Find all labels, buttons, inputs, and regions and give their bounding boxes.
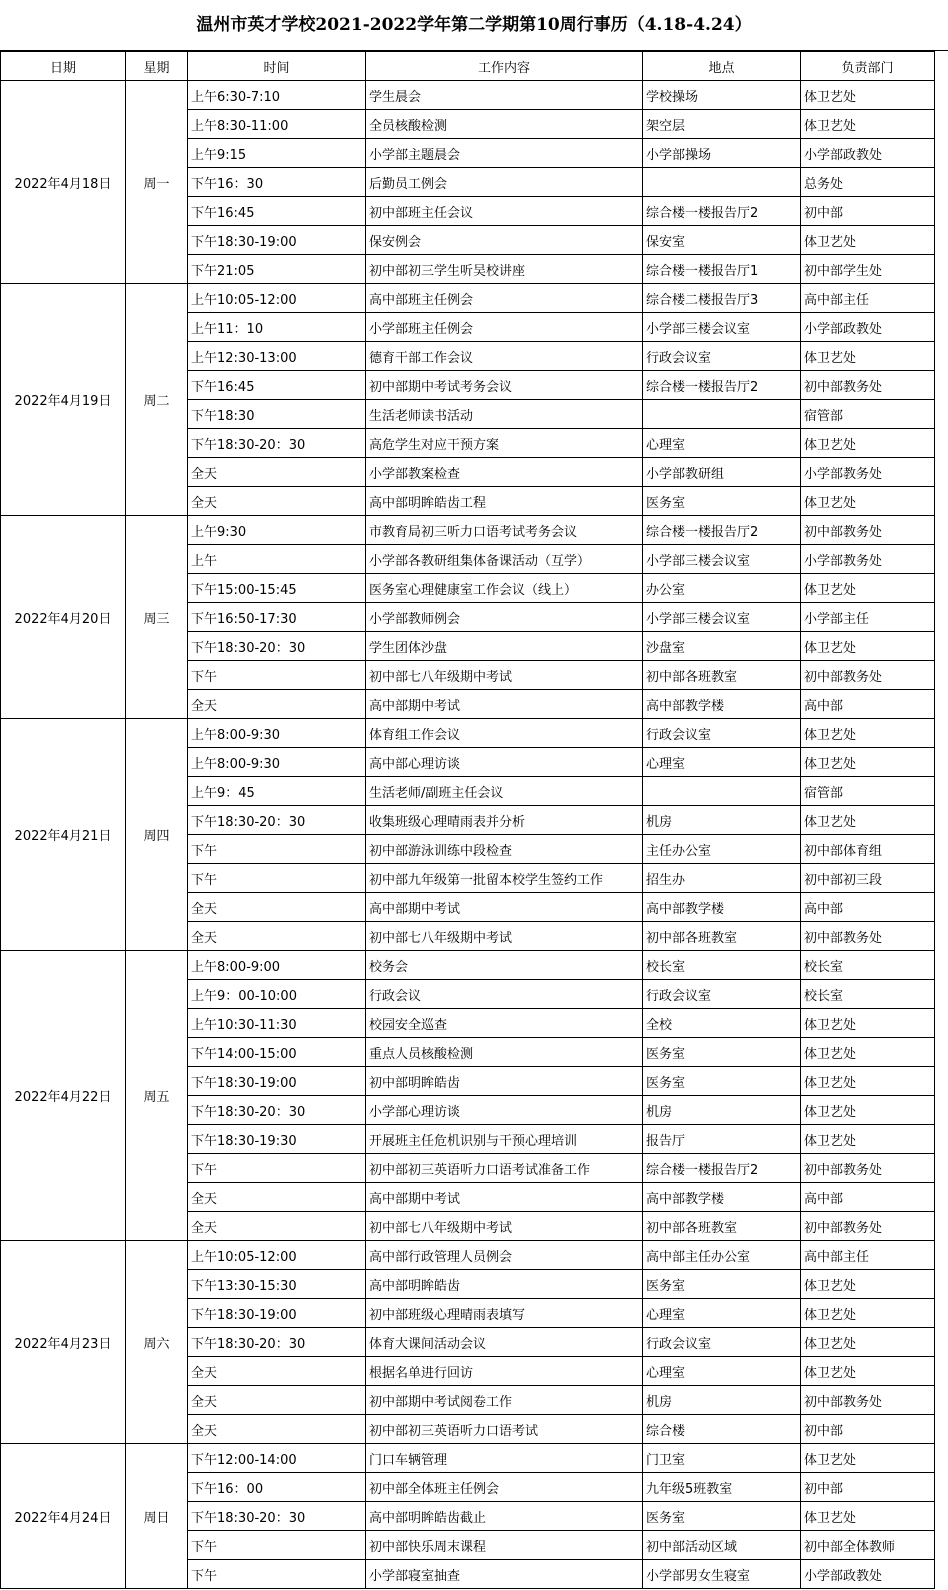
schedule-table [0, 51, 935, 1589]
time-cell: 全天 [188, 922, 366, 951]
dept-cell: 小学部政教处 [801, 139, 935, 168]
time-cell: 下午 [188, 835, 366, 864]
header-date: 日期 [1, 52, 126, 81]
place-cell [643, 777, 801, 806]
time-cell: 全天 [188, 1357, 366, 1386]
dept-cell: 初中部学生处 [801, 255, 935, 284]
dept-cell: 体卫艺处 [801, 487, 935, 516]
dept-cell: 体卫艺处 [801, 806, 935, 835]
place-cell: 初中部活动区域 [643, 1531, 801, 1560]
content-cell: 全员核酸检测 [366, 110, 643, 139]
place-cell: 综合楼一楼报告厅2 [643, 516, 801, 545]
time-cell: 下午21:05 [188, 255, 366, 284]
place-cell [643, 168, 801, 197]
place-cell: 综合楼 [643, 1415, 801, 1444]
table-row [1, 719, 935, 748]
dept-cell: 初中部教务处 [801, 516, 935, 545]
place-cell: 综合楼一楼报告厅2 [643, 371, 801, 400]
time-cell: 上午12:30-13:00 [188, 342, 366, 371]
content-cell: 德育干部工作会议 [366, 342, 643, 371]
content-cell: 初中部明眸皓齿 [366, 1067, 643, 1096]
weekday-cell: 周四 [126, 719, 188, 951]
content-cell: 开展班主任危机识别与干预心理培训 [366, 1125, 643, 1154]
content-cell: 体育大课间活动会议 [366, 1328, 643, 1357]
dept-cell: 体卫艺处 [801, 342, 935, 371]
content-cell: 收集班级心理晴雨表并分析 [366, 806, 643, 835]
table-header [1, 52, 935, 81]
place-cell: 校长室 [643, 951, 801, 980]
time-cell: 上午11：10 [188, 313, 366, 342]
dept-cell: 高中部 [801, 893, 935, 922]
place-cell: 心理室 [643, 1299, 801, 1328]
time-cell: 下午18:30-19:00 [188, 1299, 366, 1328]
place-cell: 高中部主任办公室 [643, 1241, 801, 1270]
place-cell: 招生办 [643, 864, 801, 893]
time-cell: 下午 [188, 661, 366, 690]
content-cell: 初中部七八年级期中考试 [366, 661, 643, 690]
place-cell: 心理室 [643, 429, 801, 458]
weekday-cell: 周日 [126, 1444, 188, 1589]
content-cell: 生活老师/副班主任会议 [366, 777, 643, 806]
dept-cell: 高中部 [801, 690, 935, 719]
date-cell: 2022年4月23日 [1, 1241, 126, 1444]
dept-cell: 高中部主任 [801, 1241, 935, 1270]
place-cell: 主任办公室 [643, 835, 801, 864]
dept-cell: 初中部初三段 [801, 864, 935, 893]
time-cell: 上午8:00-9:30 [188, 748, 366, 777]
time-cell: 下午 [188, 1560, 366, 1589]
content-cell: 高中部行政管理人员例会 [366, 1241, 643, 1270]
content-cell: 学生团体沙盘 [366, 632, 643, 661]
time-cell: 下午18:30-20：30 [188, 1502, 366, 1531]
place-cell: 全校 [643, 1009, 801, 1038]
dept-cell: 小学部政教处 [801, 313, 935, 342]
dept-cell: 高中部 [801, 1183, 935, 1212]
dept-cell: 初中部教务处 [801, 922, 935, 951]
content-cell: 根据名单进行回访 [366, 1357, 643, 1386]
place-cell: 医务室 [643, 1038, 801, 1067]
dept-cell: 体卫艺处 [801, 719, 935, 748]
date-cell: 2022年4月24日 [1, 1444, 126, 1589]
date-cell: 2022年4月22日 [1, 951, 126, 1241]
weekday-cell: 周五 [126, 951, 188, 1241]
content-cell: 小学部寝室抽查 [366, 1560, 643, 1589]
table-row [1, 951, 935, 980]
content-cell: 初中部期中考试考务会议 [366, 371, 643, 400]
content-cell: 初中部初三英语听力口语考试准备工作 [366, 1154, 643, 1183]
weekday-cell: 周二 [126, 284, 188, 516]
dept-cell: 初中部教务处 [801, 1212, 935, 1241]
time-cell: 全天 [188, 1183, 366, 1212]
place-cell: 医务室 [643, 1502, 801, 1531]
dept-cell: 高中部主任 [801, 284, 935, 313]
time-cell: 下午16：30 [188, 168, 366, 197]
content-cell: 保安例会 [366, 226, 643, 255]
dept-cell: 体卫艺处 [801, 632, 935, 661]
content-cell: 医务室心理健康室工作会议（线上） [366, 574, 643, 603]
content-cell: 初中部初三学生听吴校讲座 [366, 255, 643, 284]
time-cell: 上午8:00-9:00 [188, 951, 366, 980]
place-cell: 医务室 [643, 1270, 801, 1299]
dept-cell: 体卫艺处 [801, 1444, 935, 1473]
time-cell: 全天 [188, 458, 366, 487]
place-cell: 综合楼二楼报告厅3 [643, 284, 801, 313]
header-dept: 负责部门 [801, 52, 935, 81]
place-cell: 行政会议室 [643, 719, 801, 748]
dept-cell: 总务处 [801, 168, 935, 197]
dept-cell: 校长室 [801, 980, 935, 1009]
time-cell: 下午16:45 [188, 197, 366, 226]
weekday-cell: 周三 [126, 516, 188, 719]
place-cell: 机房 [643, 806, 801, 835]
dept-cell: 初中部教务处 [801, 661, 935, 690]
dept-cell: 小学部主任 [801, 603, 935, 632]
content-cell: 高中部明眸皓齿 [366, 1270, 643, 1299]
place-cell: 行政会议室 [643, 980, 801, 1009]
place-cell: 架空层 [643, 110, 801, 139]
time-cell: 上午10:05-12:00 [188, 1241, 366, 1270]
dept-cell: 体卫艺处 [801, 429, 935, 458]
dept-cell: 校长室 [801, 951, 935, 980]
time-cell: 下午18:30-20：30 [188, 632, 366, 661]
time-cell: 上午9：45 [188, 777, 366, 806]
content-cell: 行政会议 [366, 980, 643, 1009]
place-cell: 门卫室 [643, 1444, 801, 1473]
place-cell: 小学部三楼会议室 [643, 545, 801, 574]
dept-cell: 初中部 [801, 197, 935, 226]
content-cell: 学生晨会 [366, 81, 643, 110]
time-cell: 下午18:30 [188, 400, 366, 429]
place-cell: 学校操场 [643, 81, 801, 110]
content-cell: 初中部期中考试阅卷工作 [366, 1386, 643, 1415]
place-cell [643, 400, 801, 429]
place-cell: 高中部教学楼 [643, 893, 801, 922]
dept-cell: 体卫艺处 [801, 110, 935, 139]
header-time: 时间 [188, 52, 366, 81]
place-cell: 高中部教学楼 [643, 690, 801, 719]
time-cell: 上午9:15 [188, 139, 366, 168]
dept-cell: 宿管部 [801, 400, 935, 429]
dept-cell: 初中部教务处 [801, 1154, 935, 1183]
dept-cell: 体卫艺处 [801, 1096, 935, 1125]
dept-cell: 体卫艺处 [801, 1299, 935, 1328]
place-cell: 报告厅 [643, 1125, 801, 1154]
content-cell: 小学部班主任例会 [366, 313, 643, 342]
content-cell: 小学部教师例会 [366, 603, 643, 632]
time-cell: 下午16:50-17:30 [188, 603, 366, 632]
dept-cell: 体卫艺处 [801, 1125, 935, 1154]
weekday-cell: 周一 [126, 81, 188, 284]
time-cell: 上午9：00-10:00 [188, 980, 366, 1009]
time-cell: 下午16：00 [188, 1473, 366, 1502]
dept-cell: 初中部 [801, 1473, 935, 1502]
content-cell: 初中部快乐周末课程 [366, 1531, 643, 1560]
page-title: 温州市英才学校2021-2022学年第二学期第10周行事历（4.18-4.24） [0, 0, 948, 51]
time-cell: 全天 [188, 690, 366, 719]
content-cell: 初中部班级心理晴雨表填写 [366, 1299, 643, 1328]
time-cell: 上午10:05-12:00 [188, 284, 366, 313]
time-cell: 上午10:30-11:30 [188, 1009, 366, 1038]
time-cell: 下午18:30-20：30 [188, 1096, 366, 1125]
header-row [1, 52, 935, 81]
date-cell: 2022年4月18日 [1, 81, 126, 284]
content-cell: 校务会 [366, 951, 643, 980]
table-row [1, 1241, 935, 1270]
content-cell: 初中部七八年级期中考试 [366, 1212, 643, 1241]
time-cell: 下午18:30-20：30 [188, 1328, 366, 1357]
content-cell: 小学部各教研组集体备课活动（互学） [366, 545, 643, 574]
header-place: 地点 [643, 52, 801, 81]
time-cell: 下午16:45 [188, 371, 366, 400]
dept-cell: 体卫艺处 [801, 226, 935, 255]
place-cell: 初中部各班教室 [643, 661, 801, 690]
place-cell: 综合楼一楼报告厅1 [643, 255, 801, 284]
time-cell: 上午6:30-7:10 [188, 81, 366, 110]
content-cell: 高中部期中考试 [366, 893, 643, 922]
dept-cell: 体卫艺处 [801, 1038, 935, 1067]
content-cell: 初中部七八年级期中考试 [366, 922, 643, 951]
place-cell: 小学部三楼会议室 [643, 313, 801, 342]
content-cell: 小学部心理访谈 [366, 1096, 643, 1125]
time-cell: 下午18:30-19:00 [188, 1067, 366, 1096]
dept-cell: 体卫艺处 [801, 574, 935, 603]
content-cell: 高中部班主任例会 [366, 284, 643, 313]
dept-cell: 初中部教务处 [801, 371, 935, 400]
dept-cell: 初中部教务处 [801, 1386, 935, 1415]
time-cell: 下午 [188, 1154, 366, 1183]
place-cell: 九年级5班教室 [643, 1473, 801, 1502]
date-cell: 2022年4月19日 [1, 284, 126, 516]
time-cell: 下午18:30-20：30 [188, 429, 366, 458]
place-cell: 心理室 [643, 1357, 801, 1386]
content-cell: 高中部明眸皓齿工程 [366, 487, 643, 516]
header-weekday: 星期 [126, 52, 188, 81]
content-cell: 初中部游泳训练中段检查 [366, 835, 643, 864]
place-cell: 保安室 [643, 226, 801, 255]
place-cell: 行政会议室 [643, 342, 801, 371]
place-cell: 行政会议室 [643, 1328, 801, 1357]
place-cell: 综合楼一楼报告厅2 [643, 1154, 801, 1183]
place-cell: 机房 [643, 1386, 801, 1415]
content-cell: 初中部班主任会议 [366, 197, 643, 226]
content-cell: 后勤员工例会 [366, 168, 643, 197]
content-cell: 初中部初三英语听力口语考试 [366, 1415, 643, 1444]
place-cell: 初中部各班教室 [643, 1212, 801, 1241]
dept-cell: 体卫艺处 [801, 1502, 935, 1531]
time-cell: 下午13:30-15:30 [188, 1270, 366, 1299]
table-row [1, 516, 935, 545]
time-cell: 下午 [188, 1531, 366, 1560]
dept-cell: 宿管部 [801, 777, 935, 806]
dept-cell: 初中部 [801, 1415, 935, 1444]
dept-cell: 体卫艺处 [801, 1270, 935, 1299]
date-cell: 2022年4月21日 [1, 719, 126, 951]
place-cell: 办公室 [643, 574, 801, 603]
place-cell: 医务室 [643, 487, 801, 516]
place-cell: 高中部教学楼 [643, 1183, 801, 1212]
content-cell: 生活老师读书活动 [366, 400, 643, 429]
content-cell: 重点人员核酸检测 [366, 1038, 643, 1067]
place-cell: 医务室 [643, 1067, 801, 1096]
time-cell: 下午14:00-15:00 [188, 1038, 366, 1067]
time-cell: 全天 [188, 487, 366, 516]
dept-cell: 体卫艺处 [801, 748, 935, 777]
place-cell: 机房 [643, 1096, 801, 1125]
content-cell: 小学部主题晨会 [366, 139, 643, 168]
content-cell: 高中部期中考试 [366, 690, 643, 719]
place-cell: 小学部操场 [643, 139, 801, 168]
content-cell: 高危学生对应干预方案 [366, 429, 643, 458]
content-cell: 高中部心理访谈 [366, 748, 643, 777]
dept-cell: 小学部政教处 [801, 1560, 935, 1589]
content-cell: 初中部九年级第一批留本校学生签约工作 [366, 864, 643, 893]
dept-cell: 小学部教务处 [801, 458, 935, 487]
dept-cell: 初中部体育组 [801, 835, 935, 864]
table-body [1, 81, 935, 1589]
time-cell: 上午 [188, 545, 366, 574]
place-cell: 沙盘室 [643, 632, 801, 661]
time-cell: 全天 [188, 893, 366, 922]
content-cell: 门口车辆管理 [366, 1444, 643, 1473]
time-cell: 下午18:30-19:00 [188, 226, 366, 255]
time-cell: 上午8:00-9:30 [188, 719, 366, 748]
date-cell: 2022年4月20日 [1, 516, 126, 719]
table-row [1, 284, 935, 313]
place-cell: 小学部三楼会议室 [643, 603, 801, 632]
content-cell: 校园安全巡查 [366, 1009, 643, 1038]
place-cell: 小学部男女生寝室 [643, 1560, 801, 1589]
time-cell: 全天 [188, 1212, 366, 1241]
dept-cell: 体卫艺处 [801, 1328, 935, 1357]
table-row [1, 81, 935, 110]
dept-cell: 小学部教务处 [801, 545, 935, 574]
content-cell: 市教育局初三听力口语考试考务会议 [366, 516, 643, 545]
table-row [1, 1444, 935, 1473]
place-cell: 小学部教研组 [643, 458, 801, 487]
content-cell: 初中部全体班主任例会 [366, 1473, 643, 1502]
header-content: 工作内容 [366, 52, 643, 81]
dept-cell: 体卫艺处 [801, 1067, 935, 1096]
dept-cell: 初中部全体教师 [801, 1531, 935, 1560]
place-cell: 初中部各班教室 [643, 922, 801, 951]
time-cell: 全天 [188, 1386, 366, 1415]
place-cell: 综合楼一楼报告厅2 [643, 197, 801, 226]
time-cell: 上午8:30-11:00 [188, 110, 366, 139]
dept-cell: 体卫艺处 [801, 81, 935, 110]
time-cell: 下午 [188, 864, 366, 893]
dept-cell: 体卫艺处 [801, 1357, 935, 1386]
dept-cell: 体卫艺处 [801, 1009, 935, 1038]
time-cell: 下午12:00-14:00 [188, 1444, 366, 1473]
content-cell: 体育组工作会议 [366, 719, 643, 748]
weekday-cell: 周六 [126, 1241, 188, 1444]
time-cell: 下午18:30-20：30 [188, 806, 366, 835]
content-cell: 高中部期中考试 [366, 1183, 643, 1212]
time-cell: 全天 [188, 1415, 366, 1444]
time-cell: 下午18:30-19:30 [188, 1125, 366, 1154]
content-cell: 小学部教案检查 [366, 458, 643, 487]
time-cell: 上午9:30 [188, 516, 366, 545]
time-cell: 下午15:00-15:45 [188, 574, 366, 603]
content-cell: 高中部明眸皓齿截止 [366, 1502, 643, 1531]
place-cell: 心理室 [643, 748, 801, 777]
